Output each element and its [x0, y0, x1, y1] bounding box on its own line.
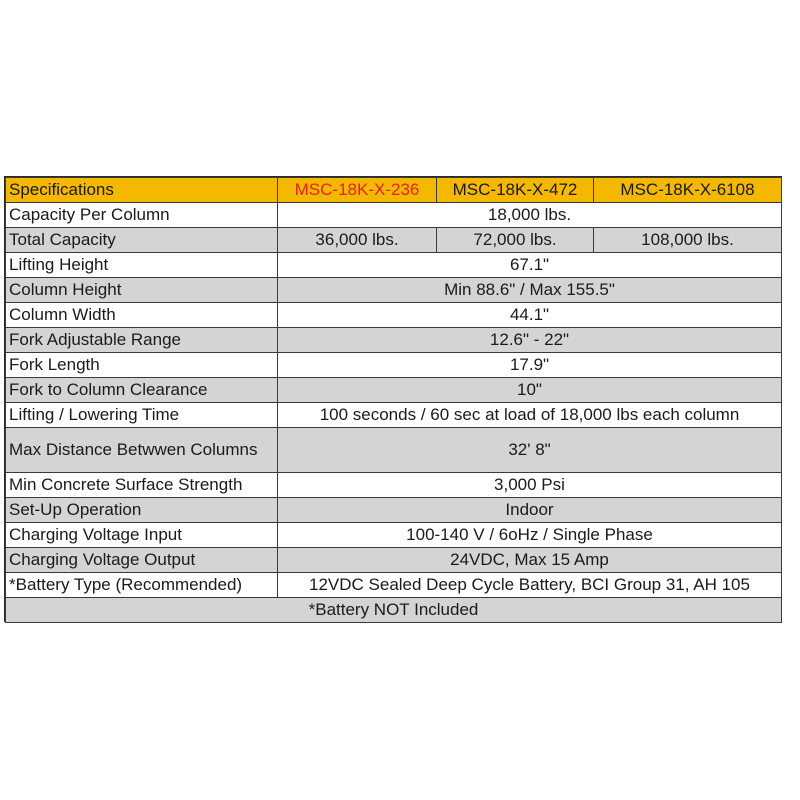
table-row — [6, 428, 782, 473]
header-model-472: MSC-18K-X-472 — [437, 178, 594, 203]
table-row — [6, 328, 782, 353]
row-value-charging-voltage-output: 24VDC, Max 15 Amp — [278, 548, 782, 573]
row-value-total-capacity-6108: 108,000 lbs. — [594, 228, 782, 253]
header-model-6108: MSC-18K-X-6108 — [594, 178, 782, 203]
row-label-column-height: Column Height — [6, 278, 278, 303]
table-row — [6, 523, 782, 548]
table-row — [6, 378, 782, 403]
specifications-table — [5, 177, 782, 623]
row-label-set-up-operation: Set-Up Operation — [6, 498, 278, 523]
table-row — [6, 228, 782, 253]
table-header-row — [6, 178, 782, 203]
row-value-total-capacity-236: 36,000 lbs. — [278, 228, 437, 253]
row-value-total-capacity-472: 72,000 lbs. — [437, 228, 594, 253]
row-label-capacity-per-column: Capacity Per Column — [6, 203, 278, 228]
row-value-min-concrete-surface-strength: 3,000 Psi — [278, 473, 782, 498]
row-label-min-concrete-surface-strength: Min Concrete Surface Strength — [6, 473, 278, 498]
row-value-battery-type: 12VDC Sealed Deep Cycle Battery, BCI Group 31, AH 105 — [278, 573, 782, 598]
table-row — [6, 303, 782, 328]
row-value-fork-adjustable-range: 12.6" - 22" — [278, 328, 782, 353]
row-label-battery-type: *Battery Type (Recommended) — [6, 573, 278, 598]
row-value-set-up-operation: Indoor — [278, 498, 782, 523]
row-label-charging-voltage-output: Charging Voltage Output — [6, 548, 278, 573]
table-row — [6, 203, 782, 228]
row-value-column-width: 44.1" — [278, 303, 782, 328]
table-row — [6, 473, 782, 498]
row-value-lifting-lowering-time: 100 seconds / 60 sec at load of 18,000 lbs each column — [278, 403, 782, 428]
row-value-fork-length: 17.9" — [278, 353, 782, 378]
row-label-lifting-lowering-time: Lifting / Lowering Time — [6, 403, 278, 428]
row-label-fork-to-column-clearance: Fork to Column Clearance — [6, 378, 278, 403]
table-footer-row — [6, 598, 782, 623]
table-row — [6, 278, 782, 303]
row-label-fork-adjustable-range: Fork Adjustable Range — [6, 328, 278, 353]
row-value-lifting-height: 67.1" — [278, 253, 782, 278]
table-row — [6, 573, 782, 598]
row-value-max-distance-between-columns: 32' 8" — [278, 428, 782, 473]
row-label-charging-voltage-input: Charging Voltage Input — [6, 523, 278, 548]
row-label-total-capacity: Total Capacity — [6, 228, 278, 253]
row-label-column-width: Column Width — [6, 303, 278, 328]
row-label-lifting-height: Lifting Height — [6, 253, 278, 278]
table-row — [6, 498, 782, 523]
header-model-236: MSC-18K-X-236 — [278, 178, 437, 203]
row-label-max-distance-between-columns: Max Distance Betwwen Columns — [6, 428, 278, 473]
table-row — [6, 253, 782, 278]
table-row — [6, 353, 782, 378]
table-row — [6, 403, 782, 428]
row-value-charging-voltage-input: 100-140 V / 6oHz / Single Phase — [278, 523, 782, 548]
row-value-capacity-per-column: 18,000 lbs. — [278, 203, 782, 228]
battery-not-included-note: *Battery NOT Included — [6, 598, 782, 623]
row-label-fork-length: Fork Length — [6, 353, 278, 378]
header-specifications-label: Specifications — [6, 178, 278, 203]
table-row — [6, 548, 782, 573]
row-value-column-height: Min 88.6" / Max 155.5" — [278, 278, 782, 303]
row-value-fork-to-column-clearance: 10" — [278, 378, 782, 403]
